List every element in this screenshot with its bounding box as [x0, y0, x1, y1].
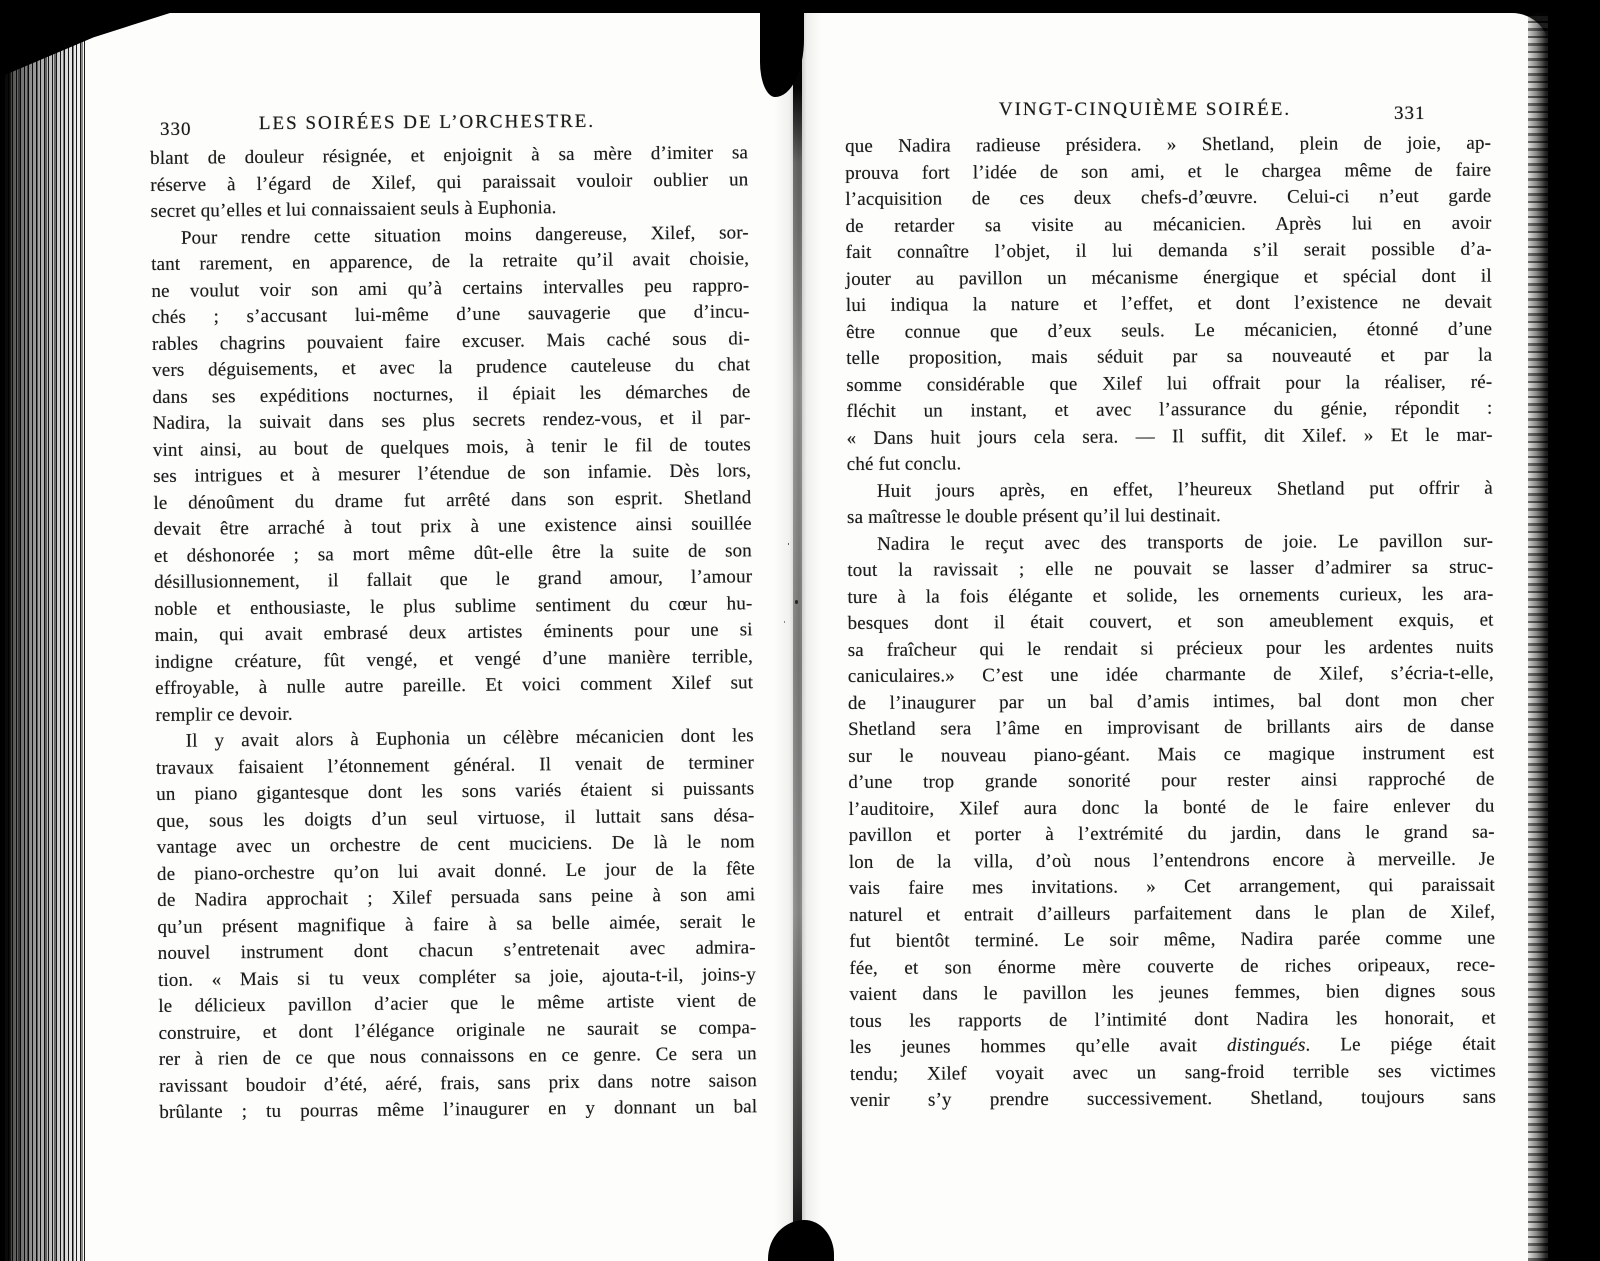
paragraph [156, 723, 758, 1126]
text-line: travaux faisaient l’étonnement général. Il venait de terminer [155, 751, 755, 779]
text-line: ché fut conclu. [846, 453, 962, 475]
left-book-edge-streaks [0, 13, 86, 1261]
text-line: fée, et son énorme mère couverte de riches oripeaux, rece- [849, 954, 1496, 979]
text-line: que, sous les doigts d’un seul virtuose, il luttait sans désa- [156, 804, 755, 832]
text-line: ravissant boudoir d’été, aéré, frais, sans prix dans notre saison [158, 1069, 758, 1097]
text-line: fléchit un instant, et avec l’assurance du génie, répondit : [846, 397, 1493, 422]
text-line: somme considérable que Xilef lui offrait pour la réaliser, ré- [846, 371, 1493, 396]
text-line: de Nadira approchait ; Xilef persuada sans peine à son ami [157, 884, 756, 911]
text-line: « Dans huit jours cela sera. — Il suffit, dit Xilef. » Et le mar- [846, 424, 1493, 449]
paragraph [151, 220, 754, 729]
text-line: secret qu’elles et lui connaissaient seuls à Euphonia. [150, 197, 557, 222]
text-line: l’auditoire, Xilef aura donc la bonté de le faire enlever du [848, 795, 1495, 820]
text-line: tous les rapports de l’intimité dont Nadira les honorait, et [849, 1007, 1496, 1032]
text-line: de retarder sa visite au mécanicien. Après lui en avoir [845, 212, 1492, 237]
text-line: désillusionnement, il fallait que le grand amour, l’amour [154, 566, 753, 593]
text-line: Il y avait alors à Euphonia un célèbre mécanicien dont les [185, 725, 754, 752]
text-line: effroyable, à nulle autre pareille. Et voici comment Xilef sut [155, 672, 754, 699]
text-line: tant rarement, en apparence, de la retraite qu’il avait choisie, [151, 248, 750, 275]
text-line: vers déguisements, et avec la prudence cauteleuse du chat [152, 354, 751, 381]
left-running-header: LES SOIRÉES DE L’ORCHESTRE. [258, 110, 596, 135]
text-line: d’une trop grande sonorité pour rester ainsi rapproché de [848, 768, 1495, 793]
text-line: vint ainsi, au bout de quelques mois, à tenir le fil de toutes [152, 433, 751, 461]
text-line: de l’inaugurer par un bal d’amis intimes, bal dont mon cher [847, 689, 1495, 714]
paragraph [845, 131, 1493, 479]
text-line: tendu; Xilef voyait avec un sang-froid terrible ses victimes [849, 1060, 1496, 1085]
text-line: vaient dans le pavillon les jeunes femmes, bien dignes sous [849, 980, 1496, 1005]
text-line: brûlante ; tu pourras même l’inaugurer en y donnant un bal [159, 1096, 758, 1123]
scanner-background [1548, 0, 1600, 1261]
text-line: nouvel instrument dont chacun s’entretenait avec admira- [157, 937, 756, 964]
text-line: Nadira le reçut avec des transports de joie. Le pavillon sur- [877, 530, 1494, 555]
text-line: rables chagrins pouvaient faire excuser. Mais caché sous di- [151, 327, 750, 355]
text-line: jouter au pavillon un mécanisme énergique et spécial dont il [845, 265, 1492, 290]
right-page-number: 331 [1394, 103, 1426, 124]
text-line: les jeunes hommes qu’elle avait distingués. Le piége était [849, 1033, 1496, 1058]
text-line: et déshonorée ; sa mort même dût-elle être la suite de son [153, 539, 753, 567]
left-page-number: 330 [160, 119, 192, 140]
right-page-text-column [845, 131, 1496, 1115]
text-line: prouva fort l’idée de son ami, et le chargea même de faire [845, 159, 1492, 184]
text-line: Pour rendre cette situation moins dangereuse, Xilef, sor- [180, 221, 749, 249]
text-line: Huit jours après, en effet, l’heureux Shetland put offrir à [876, 477, 1493, 502]
text-line: remplir ce devoir. [155, 703, 293, 726]
text-line: caniculaires.» C’est une idée charmante de Xilef, s’écria-t-elle, [847, 662, 1494, 687]
scan-speck [795, 600, 798, 604]
text-line: tion. « Mais si tu veux compléter sa joie, ajouta-t-il, joins-y [157, 963, 757, 991]
text-line: lon de la villa, d’où nous l’entendrons encore à merveille. Je [848, 848, 1495, 873]
left-page-text-column [150, 140, 757, 1126]
text-line: ture à la fois élégante et solide, les ornements curieux, les ara- [847, 583, 1494, 608]
text-line: tout la ravissait ; elle ne pouvait se lasser d’admirer sa struc- [847, 556, 1494, 581]
text-line: fait connaître l’objet, il lui demanda s’il serait possible d’a- [845, 238, 1492, 263]
text-line: devait être arraché à tout prix à une existence ainsi souillée [153, 513, 752, 540]
text-line: besques dont il était couvert, et son ameublement exquis, et [847, 609, 1494, 634]
text-line: de piano-orchestre qu’on lui avait donné. Le jour de la fête [156, 857, 756, 885]
text-line: noble et enthousiaste, le plus sublime sentiment du cœur hu- [154, 592, 753, 620]
text-line: sa fraîcheur qui le rendait si précieux pour les ardentes nuits [847, 636, 1494, 661]
text-line: un piano gigantesque dont les sons variés étaient si puissants [156, 778, 755, 805]
text-line: l’acquisition de ces deux chefs-d’œuvre. Celui-ci n’eut garde [845, 185, 1492, 210]
text-line: fut bientôt terminé. Le soir même, Nadira parée comme une [849, 927, 1496, 952]
text-line: que Nadira radieuse présidera. » Shetland, plein de joie, ap- [845, 132, 1492, 157]
text-line: telle proposition, mais séduit par sa nouveauté et par la [846, 344, 1493, 369]
text-line: réserve à l’égard de Xilef, qui paraissait vouloir oublier un [150, 168, 749, 196]
text-line: main, qui avait embrasé deux artistes éminents pour une si [154, 619, 753, 646]
text-line: le dénoûment du drame fut arrêté dans son esprit. Shetland [153, 486, 752, 514]
text-line: ne voulut voir son ami qu’à certains intervalles peu rappro- [151, 274, 750, 302]
text-line: blant de douleur résignée, et enjoignit à sa mère d’imiter sa [150, 142, 749, 169]
text-line: dans ses expéditions nocturnes, il épiait les démarches de [152, 380, 751, 408]
text-line: Shetland sera l’âme en improvisant de brillants airs de danse [848, 715, 1495, 740]
text-line: ses intrigues et à mesurer l’étendue de son infamie. Dès lors, [153, 460, 752, 487]
text-line: indigne créature, fût vengé, et vengé d’une manière terrible, [154, 645, 754, 673]
text-line: vantage avec un orchestre de cent muciciens. De là le nom [156, 831, 755, 858]
paragraph [150, 140, 749, 225]
paragraph [847, 475, 1493, 531]
text-line: le délicieux pavillon d’acier que le même artiste vient de [158, 990, 757, 1017]
text-line: naturel et entrait d’ailleurs parfaitement dans le plan de Xilef, [849, 901, 1496, 926]
text-line: venir s’y prendre successivement. Shetland, toujours sans [850, 1086, 1497, 1111]
text-line: construire, et dont l’élégance originale ne saurait se compa- [158, 1016, 757, 1044]
text-line: chés ; s’accusant lui-même d’une sauvagerie que d’incu- [151, 301, 750, 328]
text-line: Nadira, la suivait dans ses plus secrets rendez-vous, et il par- [152, 407, 751, 434]
right-running-header: VINGT-CINQUIÈME SOIRÉE. [998, 99, 1292, 120]
text-line: sa maîtresse le double présent qu’il lui destinait. [846, 505, 1221, 528]
text-line: être connue que d’eux seuls. Le mécanicien, étonné d’une [845, 318, 1493, 343]
text-line: rer à rien de ce que nous connaissons en ce genre. Ce sera un [158, 1043, 757, 1070]
text-line: qu’un présent magnifique à faire à sa belle aimée, serait le [157, 910, 756, 938]
text-line: lui indiqua la nature et l’effet, et dont l’existence ne devait [845, 291, 1492, 316]
text-line: pavillon et porter à l’extrémité du jardin, dans le grand sa- [848, 821, 1495, 846]
text-line: vais faire mes invitations. » Cet arrangement, qui paraissait [848, 874, 1495, 899]
gutter-fold-line [793, 13, 802, 1261]
text-line: sur le nouveau piano-géant. Mais ce magique instrument est [848, 742, 1495, 767]
paragraph [847, 528, 1496, 1114]
